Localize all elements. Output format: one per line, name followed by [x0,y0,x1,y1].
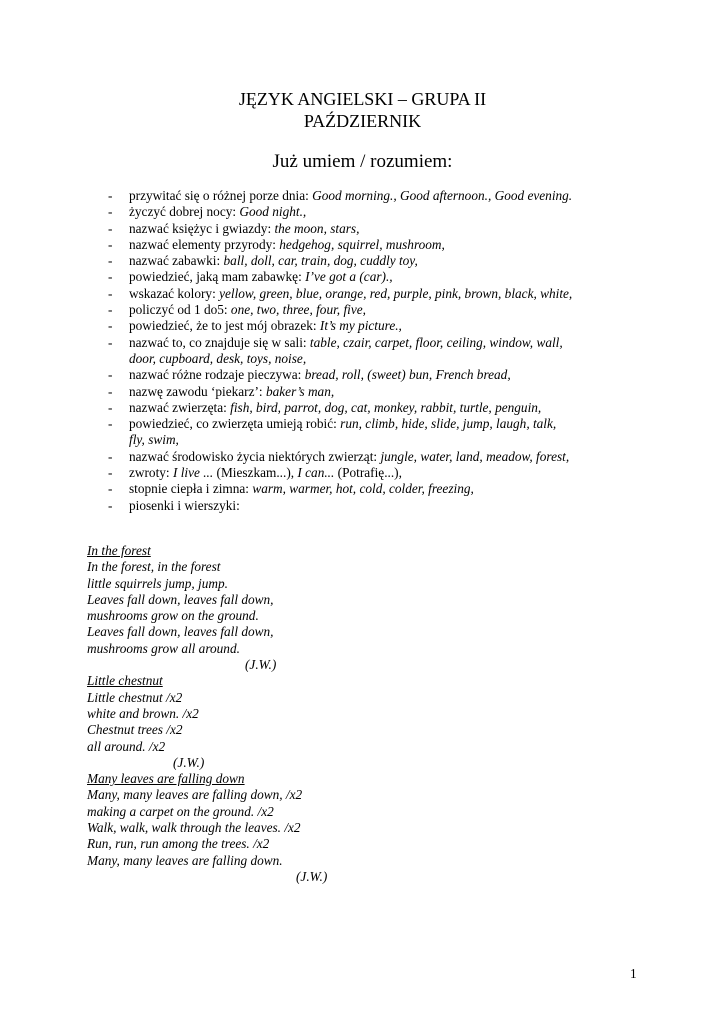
item-description: nazwać to, co znajduje się w sali: [129,334,310,350]
list-item [108,253,648,269]
item-description: nazwać różne rodzaje pieczywa: [129,367,305,383]
song-line: Many, many leaves are falling down, /x2 [87,787,303,803]
item-description: zwroty: [129,465,173,481]
list-bullet: - [108,285,113,301]
item-examples: yellow, green, blue, orange, red, purple, pink, brown, black, white, [219,285,573,301]
song-title: In the forest [87,543,151,558]
list-bullet: - [108,188,113,203]
list-item [108,498,648,514]
item-description: nazwać zwierzęta: [129,399,231,415]
title-line-2: PAŹDZIERNIK [303,111,422,131]
item-examples: bread, roll, (sweet) bun, French bread, [304,367,511,383]
item-description: nazwać elementy przyrody: [129,236,280,252]
title-line-1: JĘZYK ANGIELSKI – GRUPA II [238,89,487,109]
item-examples: Good night., [239,204,307,220]
song-line: Little chestnut /x2 [87,689,183,705]
list-bullet: - [108,367,113,383]
list-bullet: - [108,204,113,220]
item-description: piosenki i wierszyki: [129,497,240,513]
list-item [108,269,648,285]
item-description: powiedzieć, co zwierzęta umieją robić: [129,416,341,432]
item-examples: baker’s man, [265,383,335,399]
song-line: all around. /x2 [87,738,166,754]
subtitle: Już umiem / rozumiem: [272,151,453,172]
skills-list [108,188,648,514]
song-line: Chestnut trees /x2 [87,722,183,738]
list-bullet: - [108,236,113,252]
item-examples: hedgehog, squirrel, mushroom, [279,236,445,252]
item-examples: table, czair, carpet, floor, ceiling, window, wall, [309,334,563,350]
item-description: nazwać środowisko życia niektórych zwierząt: [129,448,381,464]
songs-section [87,543,647,885]
list-item [108,367,648,383]
list-item [108,286,648,302]
list-bullet: - [108,383,113,399]
list-item [108,204,648,220]
item-examples: I’ve got a (car)., [305,269,393,285]
list-item [108,237,648,253]
song-line: mushrooms grow all around. [87,640,240,656]
song-title: Little chestnut [87,673,163,689]
item-description: nazwać zabawki: [129,253,224,269]
item-description: nazwę zawodu ‘piekarz’: [129,383,266,399]
item-description: nazwać księżyc i gwiazdy: [129,220,275,236]
item-description: wskazać kolory: [129,285,220,301]
song-line: white and brown. /x2 [87,705,199,721]
list-item [108,416,648,449]
song-line: Leaves fall down, leaves fall down, [87,591,274,607]
list-bullet: - [108,481,113,497]
item-description: przywitać się o różnej porze dnia: [129,188,313,203]
list-item [108,384,648,400]
item-examples: Good morning., Good afternoon., Good evening. [312,188,573,203]
item-examples: I can... [297,465,335,481]
list-bullet: - [108,302,113,318]
list-bullet: - [108,448,113,464]
item-description: stopnie ciepła i zimna: [129,481,253,497]
song-line: Walk, walk, walk through the leaves. /x2 [87,820,301,836]
list-bullet: - [108,334,113,350]
song-credit: (J.W.) [245,657,277,673]
list-item [108,449,648,465]
item-examples: ball, doll, car, train, dog, cuddly toy, [223,253,418,269]
item-description: powiedzieć, że to jest mój obrazek: [129,318,320,334]
song-line: Many, many leaves are falling down. [87,852,283,868]
item-examples: It’s my picture., [319,318,402,334]
list-item [108,465,648,481]
item-examples: jungle, water, land, meadow, forest, [380,448,570,464]
list-item [108,302,648,318]
item-examples: run, climb, hide, slide, jump, laugh, talk, [340,416,557,432]
item-examples: the moon, stars, [274,220,360,236]
item-examples: one, two, three, four, five, [230,302,366,318]
item-description: (Potrafię...), [334,465,402,481]
song-title: Many leaves are falling down [87,771,245,787]
item-description: (Mieszkam...), [213,465,298,481]
list-bullet: - [108,416,113,432]
item-examples: fish, bird, parrot, dog, cat, monkey, rabbit, turtle, penguin, [230,399,542,415]
song-line: In the forest, in the forest [87,559,221,575]
list-item [108,335,648,368]
list-item [108,400,648,416]
song-line: Run, run, run among the trees. /x2 [87,836,270,852]
list-item [108,481,648,497]
song-credit: (J.W.) [296,868,328,884]
list-bullet: - [108,497,113,513]
list-item [108,188,648,204]
list-bullet: - [108,399,113,415]
song-line: making a carpet on the ground. /x2 [87,803,274,819]
item-examples: warm, warmer, hot, cold, colder, freezing, [252,481,474,497]
song-line: mushrooms grow on the ground. [87,608,259,624]
item-examples-continued: door, cupboard, desk, toys, noise, [129,350,307,366]
page-number: 1 [630,966,637,981]
item-description: policzyć od 1 do5: [129,302,231,318]
item-examples: I live ... [172,465,214,481]
song-line: Leaves fall down, leaves fall down, [87,624,274,640]
list-item [108,221,648,237]
item-description: powiedzieć, jaką mam zabawkę: [129,269,306,285]
list-bullet: - [108,269,113,285]
list-bullet: - [108,220,113,236]
list-item [108,318,648,334]
list-bullet: - [108,465,113,481]
list-bullet: - [108,318,113,334]
song-line: little squirrels jump, jump. [87,575,228,591]
item-description: życzyć dobrej nocy: [129,204,240,220]
item-examples-continued: fly, swim, [129,432,179,448]
song-credit: (J.W.) [173,754,205,770]
list-bullet: - [108,253,113,269]
